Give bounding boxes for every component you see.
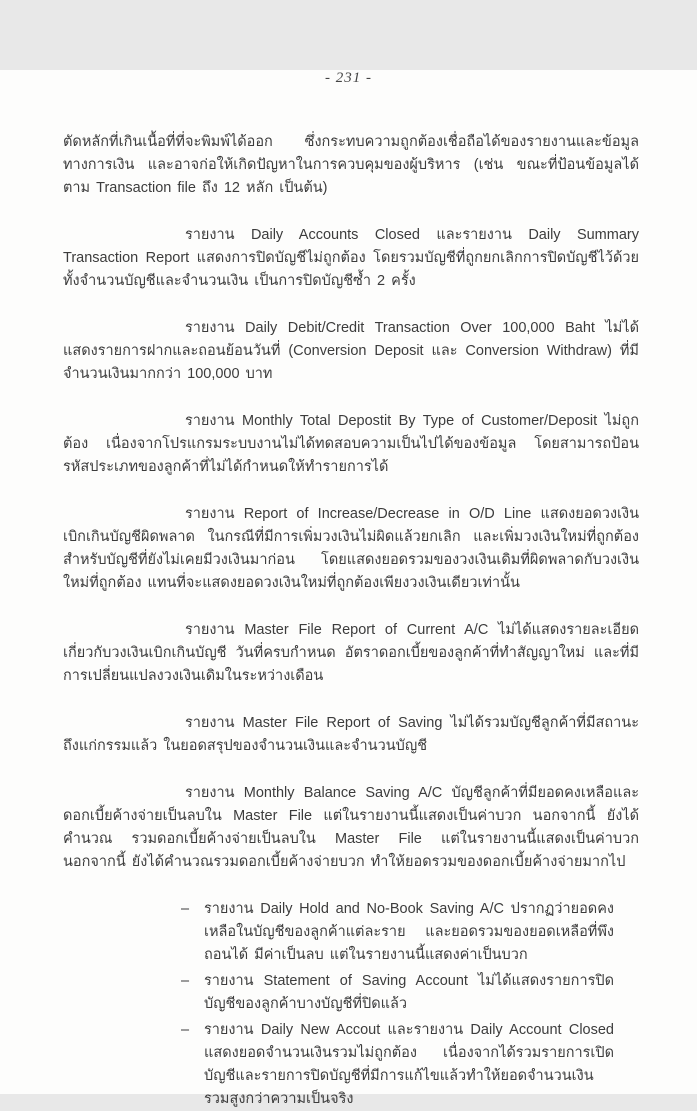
document-page xyxy=(0,70,697,1107)
bullet-daily-new-account: รายงาน Daily New Accout และรายงาน Daily Account Closed แสดงยอดจำนวนเงินรวมไม่ถูกต้อง เนื่องจากได้รวมรายการเปิดบัญชีและรายการปิดบัญชีที่มีการแก้ไขแล้วทำให้ยอดจำนวนเงินรวมสูงกว่าความเป็นจริง xyxy=(204,1022,614,1107)
paragraph-master-file-current: รายงาน Master File Report of Current A/C ไม่ได้แสดงรายละเอียดเกี่ยวกับวงเงินเบิกเกินบัญชี วันที่ครบกำหนด อัตราดอกเบี้ยของลูกค้าที่ทำสัญญาใหม่ และที่มีการเปลี่ยนแปลงวงเงินเดิมในระหว่างเดือน xyxy=(63,622,639,684)
page-number: - 231 - xyxy=(325,70,372,86)
paragraph-continuation: ตัดหลักที่เกินเนื้อที่ที่จะพิมพ์ได้ออก ซึ่งกระทบความถูกต้องเชื่อถือได้ของรายงานและข้อมูลทางการเงิน และอาจก่อให้เกิดปัญหาในการควบคุมของผู้บริหาร (เช่น ขณะที่ป้อนข้อมูลได้ตาม Transaction file ถึง 12 หลัก เป็นต้น) xyxy=(63,134,639,196)
paragraph-monthly-total-deposit: รายงาน Monthly Total Depostit By Type of Customer/Deposit ไม่ถูกต้อง เนื่องจากโปรแกรมระบบงานไม่ได้ทดสอบความเป็นไปได้ของข้อมูล โดยสามารถป้อนรหัสประเภทของลูกค้าที่ไม่ได้กำหนดให้ทำรายการได้ xyxy=(63,413,639,475)
dash-bullet-icon: – xyxy=(181,1022,190,1038)
paragraph-monthly-balance-saving: รายงาน Monthly Balance Saving A/C บัญชีลูกค้าที่มียอดคงเหลือและดอกเบี้ยค้างจ่ายเป็นลบใน Master File แต่ในรายงานนี้แสดงเป็นค่าบวก นอกจากนี้ ยังได้คำนวณ รวมดอกเบี้ยค้างจ่ายเป็นลบใน Master File แต่ในรายงานนี้แสดงเป็นค่าบวก นอกจากนี้ ยังได้คำนวณรวมดอกเบี้ยค้างจ่ายบวก ทำให้ยอดรวมของดอกเบี้ยค้างจ่ายมากไป xyxy=(63,785,639,870)
paragraph-master-file-saving: รายงาน Master File Report of Saving ไม่ได้รวมบัญชีลูกค้าที่มีสถานะถึงแก่กรรมแล้ว ในยอดสรุปของจำนวนเงินและจำนวนบัญชี xyxy=(63,715,639,754)
page-content xyxy=(63,131,639,1111)
dash-bullet-icon: – xyxy=(181,901,190,917)
list-item xyxy=(181,1019,614,1111)
bullet-statement-saving-account: รายงาน Statement of Saving Account ไม่ได้แสดงรายการปิดบัญชีของลูกค้าบางบัญชีที่ปิดแล้ว xyxy=(204,973,614,1012)
paragraph-od-line-report: รายงาน Report of Increase/Decrease in O/D Line แสดงยอดวงเงินเบิกเกินบัญชีผิดพลาด ในกรณีที่มีการเพิ่มวงเงินไม่ผิดแล้วยกเลิก และเพิ่มวงเงินใหม่ที่ถูกต้อง สำหรับบัญชีที่ยังไม่เคยมีวงเงินมาก่อน โดยแสดงยอดรวมของวงเงินเดิมที่ผิดพลาดกับวงเงินใหม่ที่ถูกต้อง แทนที่จะแสดงยอดวงเงินใหม่ที่ถูกต้องเพียงวงเงินเดียวเท่านั้น xyxy=(63,506,639,591)
paragraph-daily-debit-credit: รายงาน Daily Debit/Credit Transaction Over 100,000 Baht ไม่ได้แสดงรายการฝากและถอนย้อนวันที่ (Conversion Deposit และ Conversion Withdraw) ที่มีจำนวนเงินมากกว่า 100,000 บาท xyxy=(63,320,639,382)
paragraph-daily-accounts-closed: รายงาน Daily Accounts Closed และรายงาน Daily Summary Transaction Report แสดงการปิดบัญชีไม่ถูกต้อง โดยรวมบัญชีที่ถูกยกเลิกการปิดบัญชีไว้ด้วยทั้งจำนวนบัญชีและจำนวนเงิน เป็นการปิดบัญชีซ้ำ 2 ครั้ง xyxy=(63,227,639,289)
bullet-daily-hold-no-book: รายงาน Daily Hold and No-Book Saving A/C ปรากฏว่ายอดคงเหลือในบัญชีของลูกค้าแต่ละราย และยอดรวมของยอดเหลือที่พึงถอนได้ มีค่าเป็นลบ แต่ในรายงานนี้แสดงค่าเป็นบวก xyxy=(204,901,614,963)
list-item xyxy=(181,898,614,967)
dash-bullet-icon: – xyxy=(181,973,190,989)
list-item xyxy=(181,970,614,1016)
bullet-list xyxy=(181,898,614,1111)
